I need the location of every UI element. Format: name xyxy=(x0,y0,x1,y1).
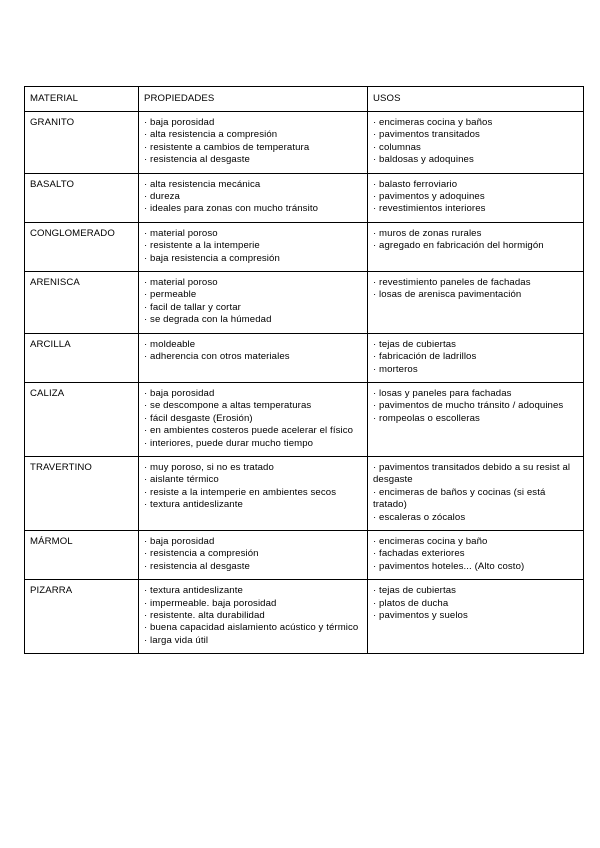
use-item: · tejas de cubiertas xyxy=(373,585,457,597)
property-item: · resistente. alta durabilidad xyxy=(144,610,265,621)
uses-cell xyxy=(368,530,584,579)
table-header-row xyxy=(25,87,584,112)
properties-cell xyxy=(139,333,368,382)
use-item: · agregado en fabricación del hormigón xyxy=(373,240,544,252)
material-cell: TRAVERTINO xyxy=(25,456,139,530)
property-item: · interiores, puede durar mucho tiempo xyxy=(144,437,314,449)
use-item: · platos de ducha xyxy=(373,597,449,609)
property-item: · facil de tallar y cortar xyxy=(144,301,241,313)
property-item: · resistencia a compresión xyxy=(144,548,259,560)
header-uses: USOS xyxy=(368,87,584,112)
header-properties: PROPIEDADES xyxy=(139,87,368,112)
property-item: · baja resistencia a compresión xyxy=(144,252,280,264)
property-item: · resiste a la intemperie en ambientes secos xyxy=(144,486,337,498)
property-item: · baja porosidad xyxy=(144,535,215,547)
uses-cell xyxy=(368,112,584,174)
properties-cell xyxy=(139,173,368,222)
property-item: · baja porosidad xyxy=(144,387,215,399)
properties-cell xyxy=(139,382,368,456)
uses-cell xyxy=(368,173,584,222)
material-cell: BASALTO xyxy=(25,173,139,222)
uses-cell xyxy=(368,222,584,271)
table-row xyxy=(25,456,584,530)
property-item: · alta resistencia mecánica xyxy=(144,178,261,190)
material-cell: CONGLOMERADO xyxy=(25,222,139,271)
property-item: · resistencia al desgaste xyxy=(144,154,250,166)
property-item: · larga vida útil xyxy=(144,634,209,646)
property-item: · material poroso xyxy=(144,277,218,289)
use-item: · baldosas y adoquines xyxy=(373,154,474,166)
use-item: · pavimentos hoteles... (Alto costo) xyxy=(373,560,525,572)
property-item: · fácil desgaste (Erosión) xyxy=(144,412,253,424)
use-item: · rompeolas o escolleras xyxy=(373,412,480,424)
uses-cell xyxy=(368,272,584,334)
properties-cell xyxy=(139,222,368,271)
use-item: · tejas de cubiertas xyxy=(373,338,457,350)
use-item: · losas de arenisca pavimentación xyxy=(373,289,522,301)
property-item: · se descompone a altas temperaturas xyxy=(144,400,312,412)
properties-cell xyxy=(139,272,368,334)
use-item: · morteros xyxy=(373,363,418,375)
property-item: · buena capacidad aislamiento acústico y térmico xyxy=(144,622,359,634)
property-item: · alta resistencia a compresión xyxy=(144,129,278,141)
material-cell: CALIZA xyxy=(25,382,139,456)
property-item: · aislante térmico xyxy=(144,474,219,486)
table-row xyxy=(25,222,584,271)
material-cell: GRANITO xyxy=(25,112,139,174)
use-item: · encimeras cocina y baño xyxy=(373,535,488,547)
property-item: · resistente a cambios de temperatura xyxy=(144,141,310,153)
use-item: · pavimentos y adoquines xyxy=(373,191,485,203)
materials-table xyxy=(24,86,584,654)
property-item: · permeable xyxy=(144,289,197,301)
uses-cell xyxy=(368,382,584,456)
property-item: · material poroso xyxy=(144,227,218,239)
use-item: · balasto ferroviario xyxy=(373,178,458,190)
property-item: · impermeable. baja porosidad xyxy=(144,597,277,609)
material-cell: MÁRMOL xyxy=(25,530,139,579)
use-item: · pavimentos transitados xyxy=(373,129,480,141)
use-item: · fachadas exteriores xyxy=(373,548,465,560)
table-row xyxy=(25,333,584,382)
property-item: · textura antideslizante xyxy=(144,585,243,597)
use-item: · pavimentos de mucho tránsito / adoquines xyxy=(373,400,564,412)
table-row xyxy=(25,112,584,174)
property-item: · ideales para zonas con mucho tránsito xyxy=(144,203,319,215)
use-item: · revestimientos interiores xyxy=(373,203,486,215)
table-row xyxy=(25,173,584,222)
use-item: · fabricación de ladrillos xyxy=(373,351,477,363)
property-item: · se degrada con la húmedad xyxy=(144,314,272,326)
use-item: · muros de zonas rurales xyxy=(373,227,482,239)
property-item: · muy poroso, si no es tratado xyxy=(144,461,274,473)
material-cell: PIZARRA xyxy=(25,580,139,654)
properties-cell xyxy=(139,112,368,174)
use-item: · escaleras o zócalos xyxy=(373,511,466,523)
header-material: MATERIAL xyxy=(25,87,139,112)
table-row xyxy=(25,530,584,579)
property-item: · textura antideslizante xyxy=(144,499,243,511)
property-item: · en ambientes costeros puede acelerar el físico xyxy=(144,425,354,437)
properties-cell xyxy=(139,530,368,579)
properties-cell xyxy=(139,456,368,530)
table-row xyxy=(25,382,584,456)
use-item: · pavimentos y suelos xyxy=(373,610,468,621)
use-item: · encimeras de baños y cocinas (si está tratado) xyxy=(373,486,546,511)
material-cell: ARCILLA xyxy=(25,333,139,382)
properties-cell xyxy=(139,580,368,654)
use-item: · losas y paneles para fachadas xyxy=(373,387,512,399)
property-item: · baja porosidad xyxy=(144,117,215,128)
material-cell: ARENISCA xyxy=(25,272,139,334)
use-item: · revestimiento paneles de fachadas xyxy=(373,277,531,289)
uses-cell xyxy=(368,333,584,382)
uses-cell xyxy=(368,580,584,654)
use-item: · pavimentos transitados debido a su resist al desgaste xyxy=(373,461,571,486)
property-item: · resistencia al desgaste xyxy=(144,560,250,572)
property-item: · dureza xyxy=(144,191,180,203)
table-row xyxy=(25,580,584,654)
use-item: · columnas xyxy=(373,141,421,153)
use-item: · encimeras cocina y baños xyxy=(373,117,493,128)
uses-cell xyxy=(368,456,584,530)
table-body xyxy=(25,112,584,654)
property-item: · resistente a la intemperie xyxy=(144,240,260,252)
property-item: · adherencia con otros materiales xyxy=(144,351,290,363)
property-item: · moldeable xyxy=(144,338,196,350)
table-row xyxy=(25,272,584,334)
